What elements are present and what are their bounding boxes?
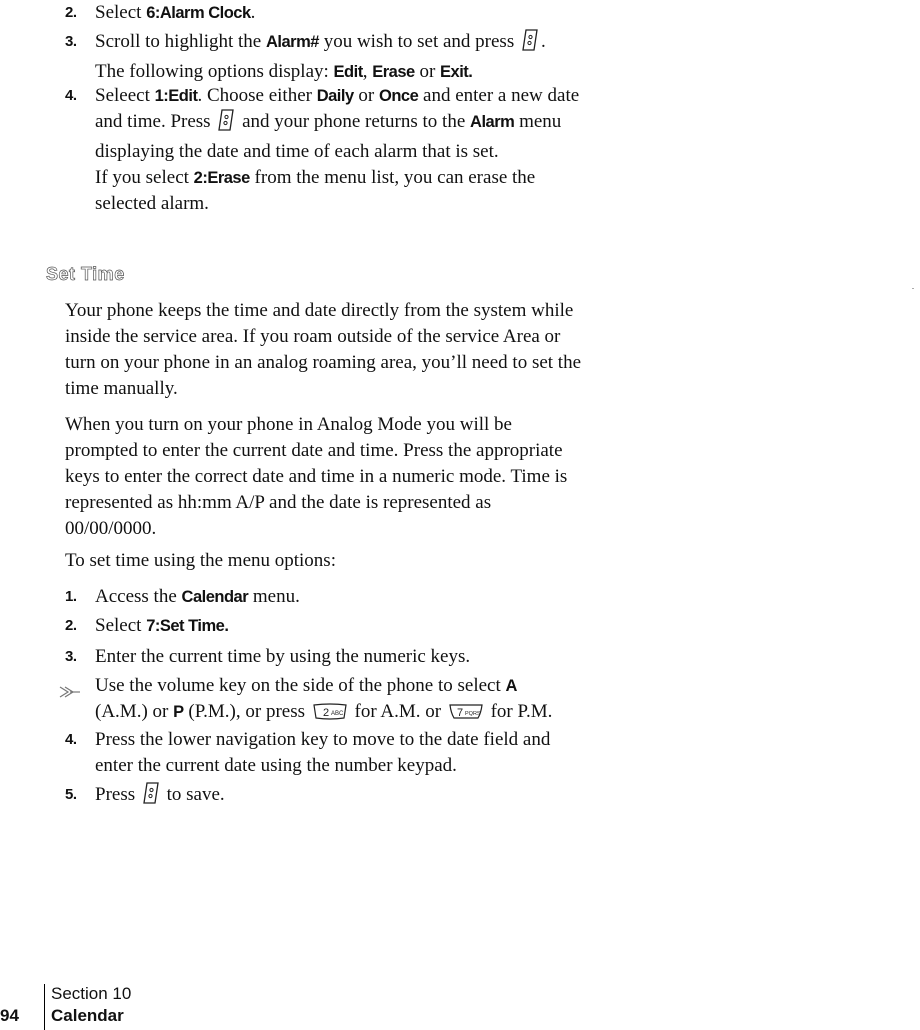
arrow-bullet-icon [59,680,81,706]
step-number: 5. [65,786,77,803]
step-number: 2. [65,617,77,634]
key-7-pqrs-icon [448,703,484,729]
footer-divider [44,984,45,1030]
ok-key-icon [142,782,160,812]
analog-mode-paragraph: When you turn on your phone in Analog Mode you will be prompted to enter the current date and time. Press the appropriate keys to enter the correct date and time in a numeric mode. Time is represented as hh:mm A/P and the date is represented as 00/00/0000. [65,414,568,539]
menu-options-intro: To set time using the menu options: [65,550,336,571]
step-number: 3. [65,648,77,665]
edge-mark [912,288,914,289]
ok-key-icon [521,29,539,59]
menu-item-alarm-clock: 6:Alarm Clock [146,4,251,22]
footer-chapter: Calendar [51,1006,124,1025]
step-2-alarm: 2. Select 6:Alarm Clock. [65,0,585,26]
svg-text:PQRS: PQRS [464,711,481,717]
step-5-set-time: 5. Press to save. [65,782,585,812]
key-2-abc-icon [312,703,348,729]
step-4-alarm: 4. Seleect 1:Edit. Choose either Daily or Once and enter a new date and time. Press and your phone returns to the Alarm menu displaying the date and time of each alarm that is set. If you select 2:Erase from the menu list, you can erase the selected alarm. [65,85,580,214]
intro-paragraph: Your phone keeps the time and date directly from the system while inside the service area. If you roam outside of the service Area or turn on your phone in an analog roaming area, you’ll need to set the time manually. [65,300,582,399]
svg-text:ABC: ABC [330,711,344,717]
step-4-set-time: 4. Press the lower navigation key to move to the date field and enter the current date using the number keypad. [65,729,551,776]
step-1-set-time: 1. Access the Calendar menu. [65,584,585,610]
step-number: 4. [65,731,77,748]
step-number: 1. [65,588,77,605]
step-number: 3. [65,33,77,50]
page-number: 94 [0,1006,19,1025]
footer-section: Section 10 [51,984,132,1003]
step-tip-volume: Use the volume key on the side of the phone to select A (A.M.) or P (P.M.), or press 2 ABC for A.M. or 7 PQRS for P.M. [65,673,585,729]
svg-text:2: 2 [322,707,329,719]
step-number: 4. [65,87,77,104]
svg-text:7: 7 [456,707,463,719]
step-3-alarm: 3. Scroll to highlight the Alarm# you wish to set and press . The following options display: Edit, Erase or Exit. [65,31,546,82]
step-number: 2. [65,4,77,21]
section-heading: Set Time [46,264,125,284]
ok-key-icon [217,109,235,139]
step-2-set-time: 2. Select 7:Set Time. [65,613,585,639]
step-3-set-time: 3. Enter the current time by using the numeric keys. [65,644,585,670]
